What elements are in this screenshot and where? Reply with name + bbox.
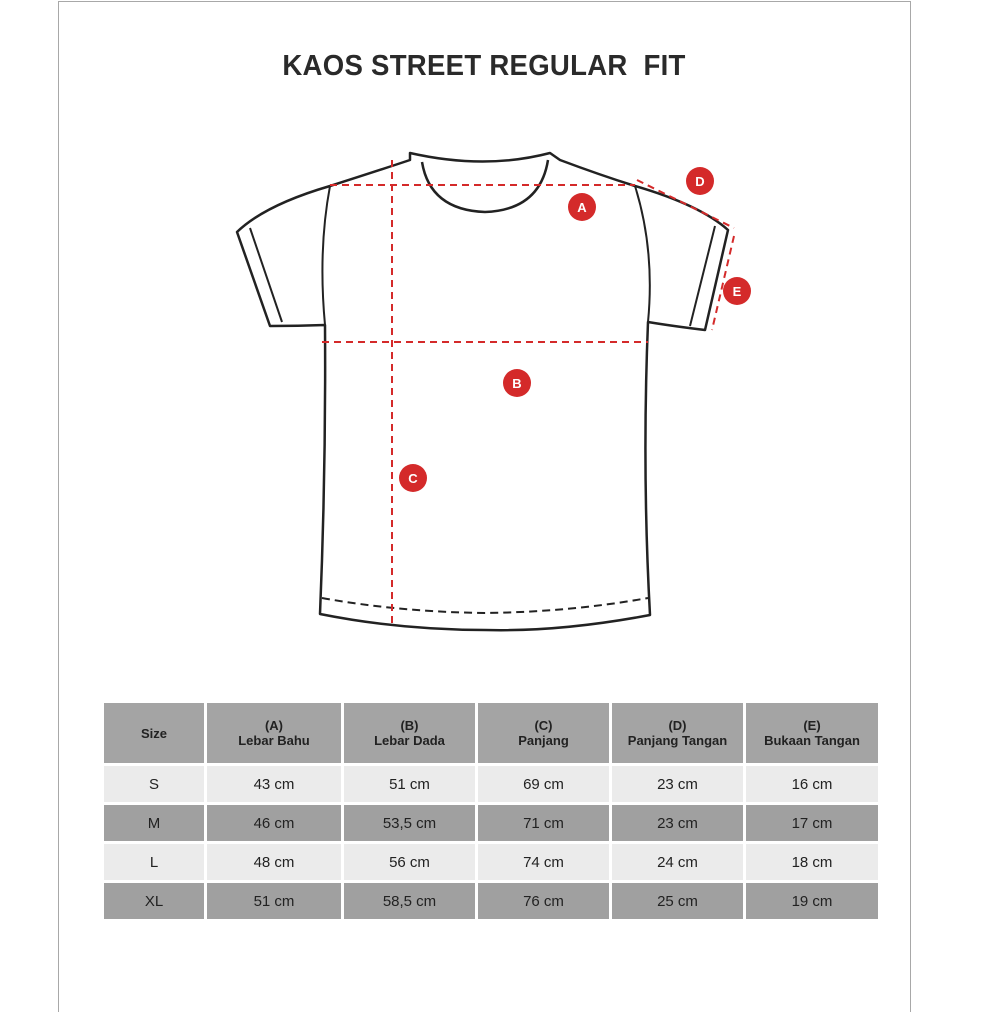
cell: 43 cm <box>207 766 341 802</box>
cell: 51 cm <box>207 883 341 919</box>
header-b: (B) Lebar Dada <box>344 703 475 763</box>
marker-b <box>503 369 531 397</box>
cell: 23 cm <box>612 805 743 841</box>
header-c: (C) Panjang <box>478 703 609 763</box>
table-row <box>104 844 878 880</box>
cell: 18 cm <box>746 844 878 880</box>
cell: 46 cm <box>207 805 341 841</box>
marker-c <box>399 464 427 492</box>
cell-size: XL <box>104 883 204 919</box>
header-size: Size <box>104 703 204 763</box>
header-e: (E) Bukaan Tangan <box>746 703 878 763</box>
cell: 74 cm <box>478 844 609 880</box>
svg-text:E: E <box>732 284 742 299</box>
cell: 17 cm <box>746 805 878 841</box>
left-sleeve-cuff <box>250 228 282 322</box>
cell: 58,5 cm <box>344 883 475 919</box>
left-armhole <box>322 186 330 325</box>
cell: 25 cm <box>612 883 743 919</box>
svg-text:C: C <box>408 471 418 486</box>
svg-text:A: A <box>577 200 587 215</box>
cell-size: M <box>104 805 204 841</box>
shirt-outline <box>237 153 728 630</box>
cell: 23 cm <box>612 766 743 802</box>
right-armhole <box>635 186 650 322</box>
cell: 51 cm <box>344 766 475 802</box>
cell: 56 cm <box>344 844 475 880</box>
cell-size: L <box>104 844 204 880</box>
cell: 16 cm <box>746 766 878 802</box>
header-a: (A) Lebar Bahu <box>207 703 341 763</box>
cell: 76 cm <box>478 883 609 919</box>
table-row <box>104 883 878 919</box>
marker-a <box>568 193 596 221</box>
cell: 71 cm <box>478 805 609 841</box>
right-sleeve-cuff <box>690 226 715 326</box>
marker-e <box>723 277 751 305</box>
svg-text:B: B <box>512 376 522 391</box>
measure-line-d <box>637 180 734 228</box>
table-header-row <box>104 703 878 763</box>
table-row <box>104 805 878 841</box>
cell: 53,5 cm <box>344 805 475 841</box>
cell: 48 cm <box>207 844 341 880</box>
hem-stitch <box>322 598 648 613</box>
cell: 24 cm <box>612 844 743 880</box>
cell: 69 cm <box>478 766 609 802</box>
header-d: (D) Panjang Tangan <box>612 703 743 763</box>
page-title: KAOS STREET REGULAR FIT <box>282 50 686 82</box>
cell-size: S <box>104 766 204 802</box>
table-row <box>104 766 878 802</box>
marker-d <box>686 167 714 195</box>
svg-text:D: D <box>695 174 705 189</box>
cell: 19 cm <box>746 883 878 919</box>
size-table <box>101 700 881 922</box>
